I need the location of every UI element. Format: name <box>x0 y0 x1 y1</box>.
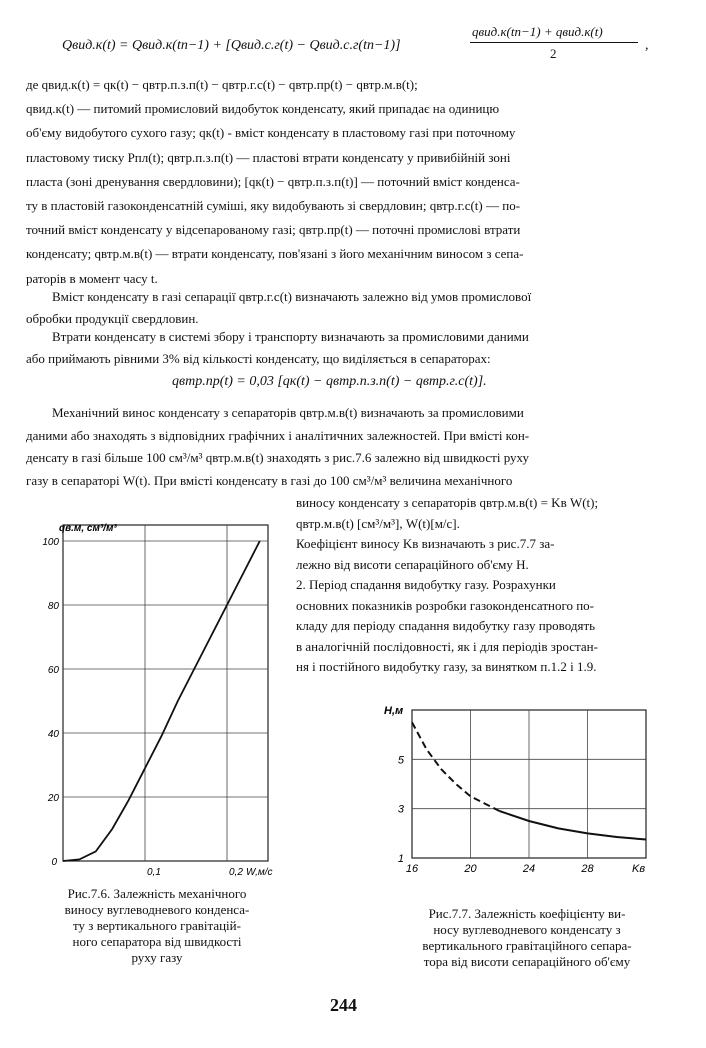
fig1-xtick-label: 0,2 <box>229 867 243 878</box>
fig2-xtick-label: 20 <box>464 863 477 875</box>
page-number: 244 <box>330 995 357 1015</box>
fig1-series-line <box>63 541 260 861</box>
text-line: конденсату; qвтр.м.в(t) — втрати конденсату, пов'язані з його механічним виносом з сепа- <box>26 246 524 262</box>
fig2-ylabel: H,м <box>384 705 404 717</box>
text-line: або приймають рівними 3% від кількості конденсату, що виділяється в сепараторах: <box>26 351 491 366</box>
fig1-ytick-label: 40 <box>47 729 59 740</box>
fig1-labels <box>42 523 272 878</box>
caption-line: вертикального гравітаційного сепара- <box>422 938 632 953</box>
caption-line: тора від висоти сепараційного об'єму <box>423 954 631 969</box>
fig2-xtick-label: 28 <box>581 863 594 875</box>
formula-frac-num: qвид.к(tn−1) + qвид.к(t) <box>472 24 603 39</box>
fig1-ytick-label: 20 <box>47 793 59 804</box>
caption-line: виносу вуглеводневого конденса- <box>64 902 250 917</box>
caption-line: ного сепаратора від швидкості <box>72 934 242 949</box>
text-line: основних показників розробки газоконденсатного по- <box>296 597 594 613</box>
fig2-xtick-label: 16 <box>405 863 419 875</box>
text-line: виносу конденсату з сепараторів qвтр.м.в(t) = Kв W(t); <box>296 495 599 510</box>
text-line: денсату в газі більше 100 см³/м³ qвтр.м.в(t) знаходять з рис.7.6 залежно від швидкості руху <box>26 450 530 465</box>
text-line: ту в пластовій газоконденсатній суміші, яку видобувають зі свердловин; qвтр.г.с(t) — по- <box>26 198 521 213</box>
fig2-ytick-label: 5 <box>397 754 404 767</box>
text-line: ня і постійного видобутку газу, за винятком п.1.2 і 1.9. <box>296 659 597 674</box>
text-line: даними або знаходять з відповідних графічних і аналітичних залежностей. При вмісті кон- <box>26 427 530 443</box>
text-line: газу в сепараторі W(t). При вмісті конденсату в газі до 100 см³/м³ величина механічного <box>26 472 513 488</box>
fig2-ytick-label: 1 <box>397 853 404 865</box>
formula-losses: qвтр.пр(t) = 0,03 [qк(t) − qвтр.п.з.п(t) − qвтр.г.с(t)]. <box>172 374 487 389</box>
fig2-series-line-solid <box>500 811 646 839</box>
caption-line: Рис.7.6. Залежність механічного <box>67 886 247 901</box>
fig1-ylabel: qв.м, см³/м³ <box>59 523 117 534</box>
text-line: qвид.к(t) — питомий промисловий видобуток конденсату, який припадає на одиницю <box>26 101 500 117</box>
text-line: qвтр.м.в(t) [см³/м³], W(t)[м/с]. <box>296 515 460 531</box>
text-line: кладу для періоду спадання видобутку газу проводять <box>296 618 596 633</box>
fig2-xtick-label: 24 <box>522 863 536 875</box>
caption-line: Рис.7.7. Залежність коефіцієнту ви- <box>428 906 626 921</box>
fig2-xlabel: Kв <box>632 863 646 875</box>
text-line: пластовому тиску Pпл(t); qвтр.п.з.п(t) — пластові втрати конденсату у привибійній зоні <box>26 149 511 165</box>
fig1-origin-label: 0 <box>51 857 57 868</box>
text-line: раторів в момент часу t. <box>26 270 158 286</box>
formula-frac-bar <box>470 42 638 43</box>
fig2-ytick-label: 3 <box>397 803 404 816</box>
figure-7-7-caption <box>372 906 682 970</box>
caption-line: руху газу <box>131 950 183 965</box>
text-line: об'єму видобутого сухого газу; qк(t) - вміст конденсату в пластовому газі при поточному <box>26 125 516 141</box>
text-line: обробки продукції свердловин. <box>26 311 199 326</box>
fig1-ytick-label: 60 <box>47 665 59 676</box>
text-line: Механічний винос конденсату з сепараторів qвтр.м.в(t) визначають за промисловими <box>52 405 524 420</box>
caption-line: носу вуглеводневого конденсату з <box>433 922 621 937</box>
fig1-frame <box>63 525 268 861</box>
text-line: пласта (зоні дренування свердловини); [qк(t) − qвтр.п.з.п(t)] — поточний вміст конденса- <box>26 173 520 189</box>
formula-main: Qвид.к(t) = Qвид.к(tn−1) + [Qвид.с.г(t) − Qвид.с.г(tn−1)] <box>62 38 401 53</box>
caption-line: ту з вертикального гравітацій- <box>73 918 241 933</box>
figure-7-7 <box>368 690 688 905</box>
fig1-ytick-label: 80 <box>47 601 59 612</box>
text-line: Вміст конденсату в газі сепарації qвтр.г.с(t) визначають залежно від умов промислової <box>52 289 532 304</box>
fig1-ytick-label: 100 <box>42 537 59 548</box>
figure-7-6-caption <box>22 886 292 966</box>
fig1-xlabel: W,м/с <box>246 867 273 878</box>
text-line: точний вміст конденсату у відсепарованому газі; qвтр.пр(t) — поточні промислові втрати <box>26 222 521 238</box>
fig1-xtick-label: 0,1 <box>147 867 161 878</box>
text-line: Коефіцієнт виносу Kв визначають з рис.7.7 за- <box>296 536 555 551</box>
formula-frac-den: 2 <box>550 46 557 61</box>
text-line: лежно від висоти сепараційного об'єму H. <box>296 556 529 572</box>
text-line: де qвид.к(t) = qк(t) − qвтр.п.з.п(t) − qвтр.г.с(t) − qвтр.пр(t) − qвтр.м.в(t); <box>26 77 418 92</box>
text-line: 2. Період спадання видобутку газу. Розрахунки <box>296 577 556 592</box>
fig2-labels <box>384 705 645 875</box>
text-line: в аналогічній послідовності, як і для періодів зростан- <box>296 638 598 654</box>
formula-comma: , <box>645 38 649 53</box>
fig2-series-line-dashed <box>412 722 500 811</box>
figure-7-6 <box>20 505 290 885</box>
fig1-grid <box>63 525 268 861</box>
fig1-curve <box>63 541 260 861</box>
text-line: Втрати конденсату в системі збору і транспорту визначають за промисловими даними <box>52 329 529 344</box>
